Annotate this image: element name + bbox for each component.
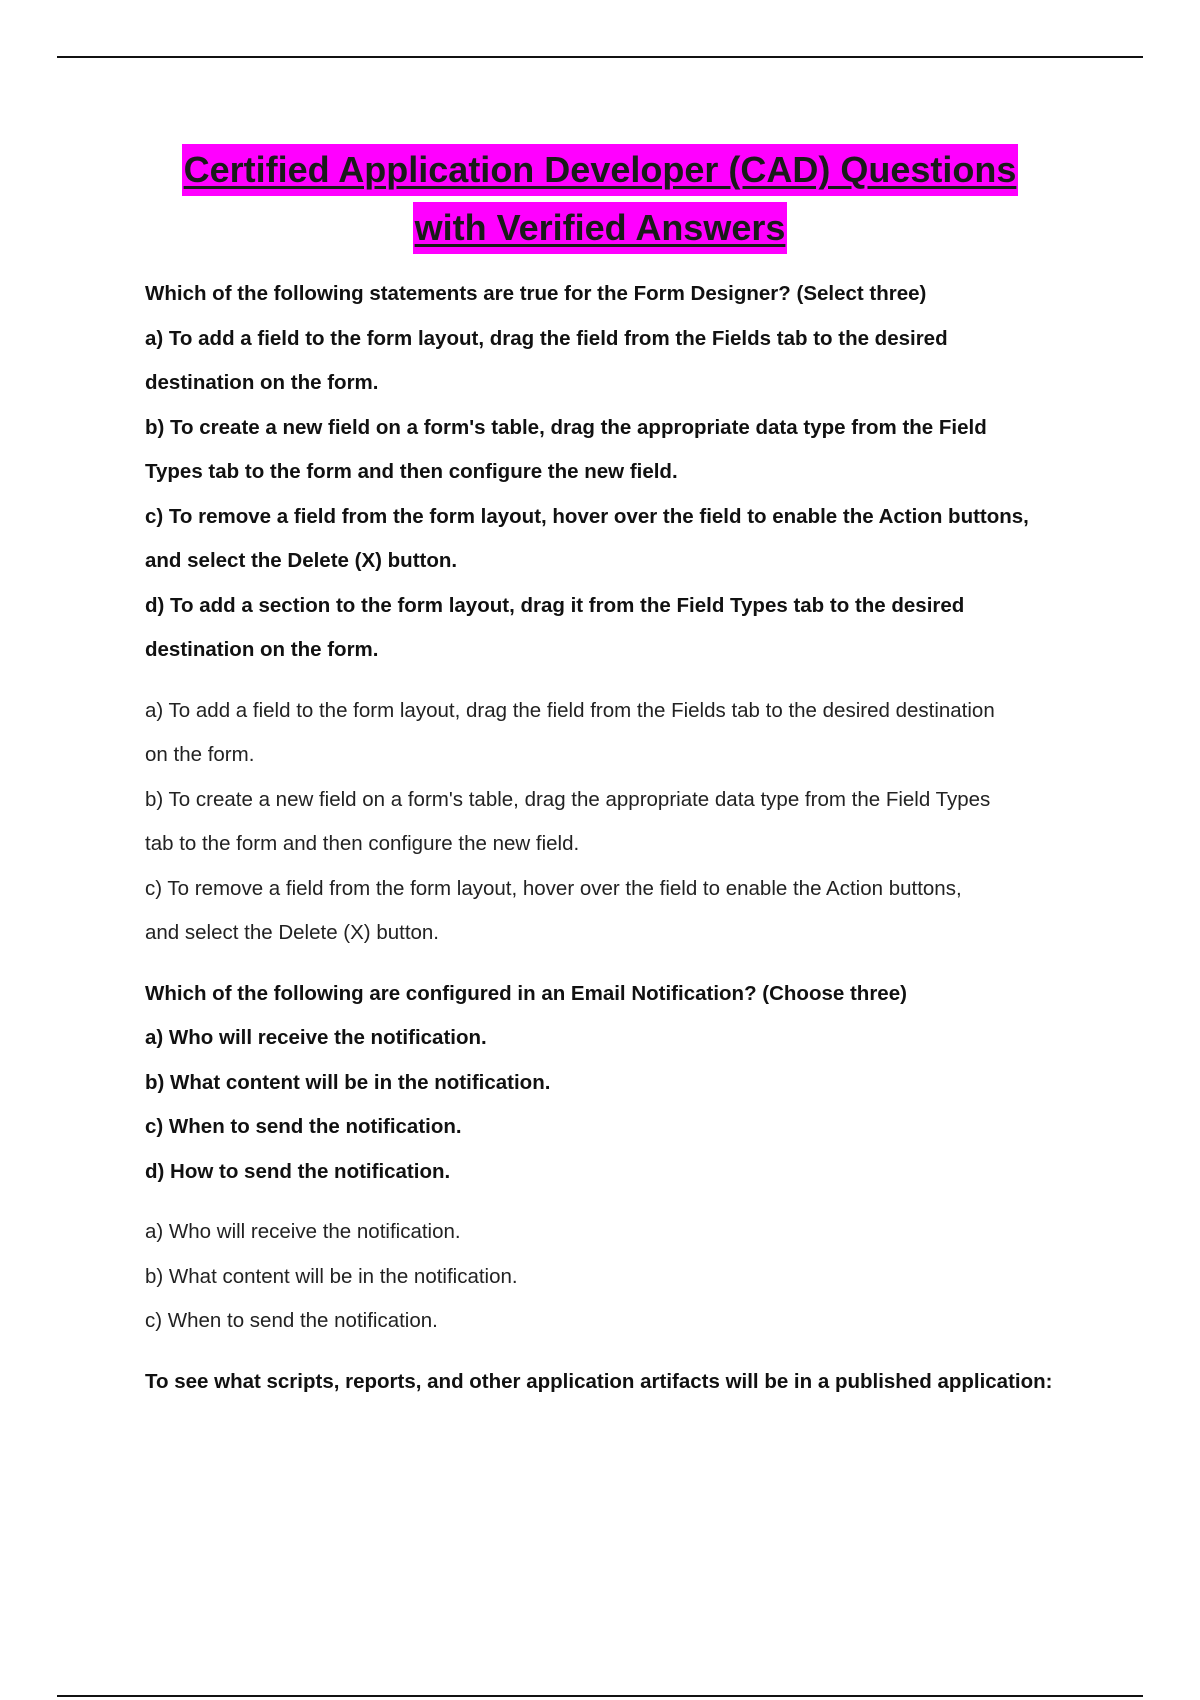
title-line-2: with Verified Answers	[413, 202, 788, 254]
answer-line: a) To add a field to the form layout, drag the field from the Fields tab to the desired destination	[145, 698, 995, 722]
document-title	[100, 144, 1100, 260]
option-line: Types tab to the form and then configure the new field.	[145, 460, 678, 483]
answer-line: and select the Delete (X) button.	[145, 921, 440, 944]
option-line: destination on the form.	[145, 371, 379, 394]
question-block-1	[145, 272, 1085, 673]
answer-line: c) When to send the notification.	[145, 1309, 438, 1332]
question-text: Which of the following statements are true for the Form Designer? (Select three)	[145, 282, 927, 305]
answer-block-1	[145, 689, 1085, 956]
answer-line: on the form.	[145, 743, 255, 766]
question-text: Which of the following are configured in an Email Notification? (Choose three)	[145, 981, 907, 1005]
option-line: c) To remove a field from the form layout, hover over the field to enable the Action buttons,	[145, 504, 1029, 528]
answer-block-2	[145, 1210, 1085, 1344]
document-body	[145, 272, 1085, 1404]
answer-line: b) What content will be in the notification.	[145, 1264, 518, 1288]
option-line: d) To add a section to the form layout, drag it from the Field Types tab to the desired	[145, 593, 965, 617]
bottom-rule	[57, 1695, 1143, 1697]
option-line: a) Who will receive the notification.	[145, 1026, 487, 1049]
answer-line: a) Who will receive the notification.	[145, 1220, 461, 1243]
title-line-1: Certified Application Developer (CAD) Questions	[182, 144, 1019, 196]
question-block-3	[145, 1360, 1085, 1405]
answer-line: tab to the form and then configure the new field.	[145, 832, 580, 855]
option-line: d) How to send the notification.	[145, 1159, 451, 1183]
answer-line: c) To remove a field from the form layout, hover over the field to enable the Action buttons,	[145, 876, 962, 900]
question-block-2	[145, 972, 1085, 1195]
option-line: destination on the form.	[145, 638, 379, 661]
option-line: c) When to send the notification.	[145, 1115, 462, 1138]
option-line: b) To create a new field on a form's table, drag the appropriate data type from the Field	[145, 415, 987, 439]
option-line: b) What content will be in the notification.	[145, 1070, 551, 1094]
answer-line: b) To create a new field on a form's table, drag the appropriate data type from the Field Types	[145, 787, 991, 811]
question-text: To see what scripts, reports, and other application artifacts will be in a published application:	[145, 1369, 1053, 1393]
top-rule	[57, 56, 1143, 58]
option-line: and select the Delete (X) button.	[145, 549, 458, 572]
option-line: a) To add a field to the form layout, drag the field from the Fields tab to the desired	[145, 326, 948, 350]
